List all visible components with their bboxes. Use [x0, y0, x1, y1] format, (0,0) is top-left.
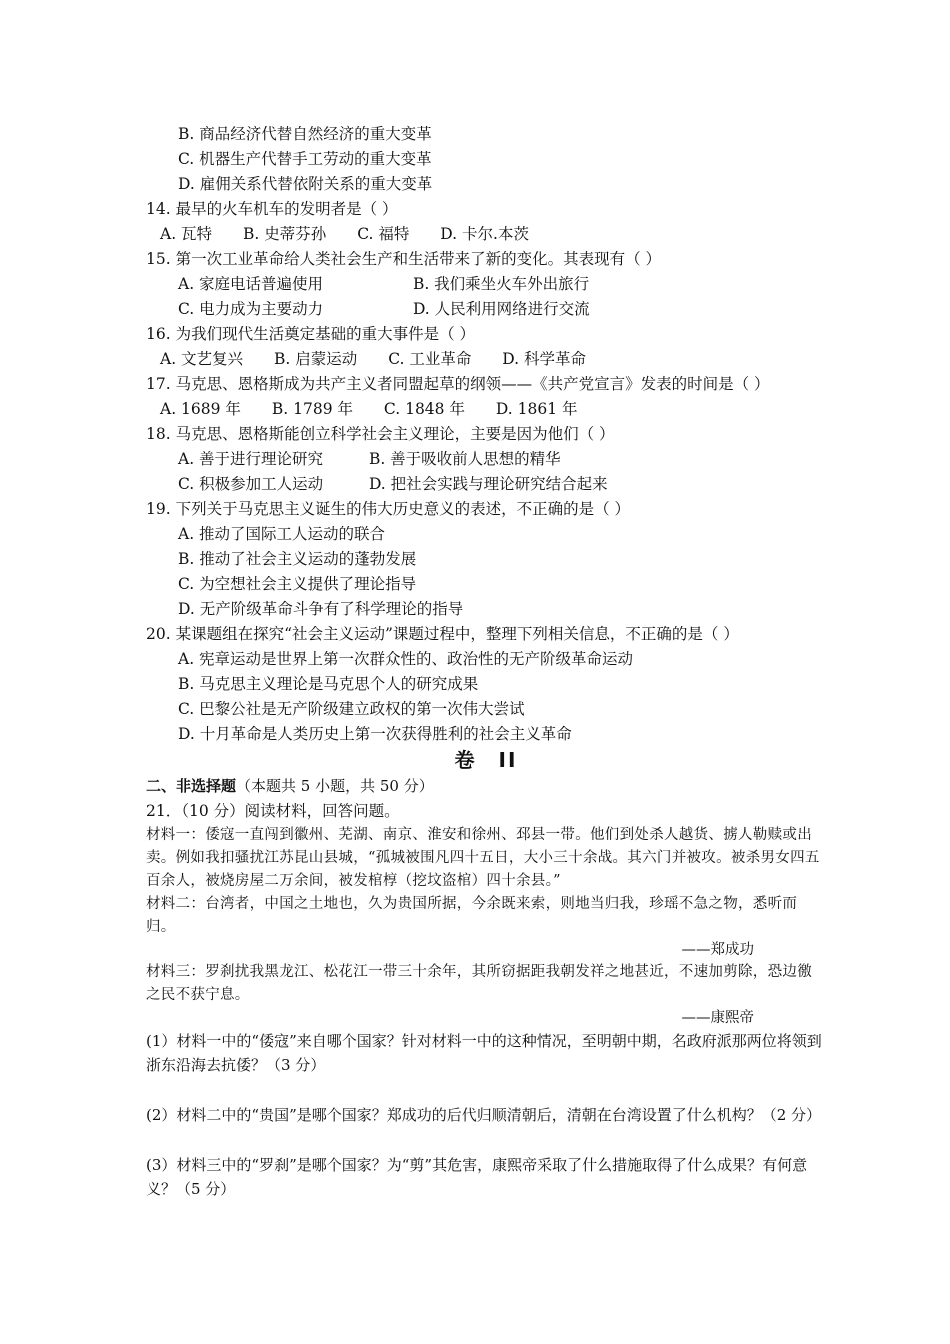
q18-option-a: A. 善于进行理论研究 — [178, 450, 324, 468]
q18-stem: 18. 马克思、恩格斯能创立科学社会主义理论，主要是因为他们（ ） — [146, 425, 615, 443]
sub-question-3: (3）材料三中的“罗刹”是哪个国家？为“剪”其危害，康熙帝采取了什么措施取得了什么成果？有何意义？（5 分） — [146, 1156, 808, 1198]
sub-question-2: (2）材料二中的“贵国”是哪个国家？郑成功的后代归顺清朝后，清朝在台湾设置了什么机构？（2 分） — [146, 1106, 822, 1124]
q14-option-c: C. 福特 — [357, 225, 410, 243]
q15-options-row2 — [146, 297, 826, 322]
material-three: 材料三：罗刹扰我黑龙江、松花江一带三十余年，其所窃据距我朝发祥之地甚近，不速加剪除，恐边徼之民不获宁息。 — [146, 964, 812, 1003]
q19-option-b: B. 推动了社会主义运动的蓬勃发展 — [178, 550, 417, 568]
material-two: 材料二：台湾者，中国之土地也，久为贵国所据，今余既来索，则地当归我，珍瑶不急之物，悉听而归。 — [146, 896, 798, 935]
q16-option-a: A. 文艺复兴 — [160, 350, 244, 368]
q14-options — [146, 222, 826, 247]
q17-option-c: C. 1848 年 — [383, 400, 465, 418]
q21-stem: 21．（10 分）阅读材料，回答问题。 — [146, 802, 400, 820]
q16-option-b: B. 启蒙运动 — [274, 350, 358, 368]
q17-option-b: B. 1789 年 — [271, 400, 353, 418]
section-note: （本题共 5 小题，共 50 分） — [236, 777, 434, 795]
material-two-source: ——郑成功 — [681, 942, 754, 958]
exam-page — [146, 122, 826, 1201]
q18-option-c: C. 积极参加工人运动 — [178, 475, 324, 493]
q19-option-a: A. 推动了国际工人运动的联合 — [178, 525, 386, 543]
q15-option-d: D. 人民利用网络进行交流 — [412, 300, 590, 318]
q19-option-d: D. 无产阶级革命斗争有了科学理论的指导 — [178, 600, 464, 618]
q20-stem: 20. 某课题组在探究“社会主义运动”课题过程中，整理下列相关信息，不正确的是（ ） — [146, 625, 739, 643]
q17-option-a: A. 1689 年 — [160, 400, 241, 418]
q18-option-b: B. 善于吸收前人思想的精华 — [368, 450, 561, 468]
q14-option-a: A. 瓦特 — [160, 225, 213, 243]
q16-option-c: C. 工业革命 — [388, 350, 472, 368]
q18-options-row2 — [146, 472, 826, 497]
q13-option-c: C. 机器生产代替手工劳动的重大变革 — [178, 150, 432, 168]
q18-options-row1 — [146, 447, 826, 472]
section-label: 二、非选择题 — [146, 777, 237, 795]
volume-title: 卷 II — [454, 748, 518, 772]
section-heading — [146, 774, 826, 799]
q16-option-d: D. 科学革命 — [502, 350, 587, 368]
q20-option-d: D. 十月革命是人类历史上第一次获得胜利的社会主义革命 — [178, 725, 572, 743]
q20-option-c: C. 巴黎公社是无产阶级建立政权的第一次伟大尝试 — [178, 700, 525, 718]
q19-stem: 19. 下列关于马克思主义诞生的伟大历史意义的表述，不正确的是（ ） — [146, 500, 631, 518]
q15-option-b: B. 我们乘坐火车外出旅行 — [412, 275, 590, 293]
q15-stem: 15. 第一次工业革命给人类社会生产和生活带来了新的变化。其表现有（ ） — [146, 250, 662, 268]
q13-option-d: D. 雇佣关系代替依附关系的重大变革 — [178, 175, 433, 193]
q14-stem: 14. 最早的火车机车的发明者是（ ） — [146, 200, 398, 218]
q15-option-c: C. 电力成为主要动力 — [178, 300, 324, 318]
material-one: 材料一：倭寇一直闯到徽州、芜湖、南京、淮安和徐州、邳县一带。他们到处杀人越货、掳人勒赎或出卖。例如我扣骚扰江苏昆山县城，“孤城被围凡四十五日，大小三十余战。其六门并被攻。被杀男女四五百余人，被烧房屋二万余间，被发棺椁（挖坟盗棺）四十余县。” — [146, 827, 820, 889]
q13-option-b: B. 商品经济代替自然经济的重大变革 — [178, 125, 432, 143]
q17-stem: 17. 马克思、恩格斯成为共产主义者同盟起草的纲领——《共产党宣言》发表的时间是（ ） — [146, 375, 770, 393]
q16-stem: 16. 为我们现代生活奠定基础的重大事件是（ ） — [146, 325, 476, 343]
q14-option-d: D. 卡尔.本茨 — [440, 225, 529, 243]
q16-options — [146, 347, 826, 372]
q20-option-b: B. 马克思主义理论是马克思个人的研究成果 — [178, 675, 479, 693]
q20-option-a: A. 宪章运动是世界上第一次群众性的、政治性的无产阶级革命运动 — [178, 650, 634, 668]
q15-option-a: A. 家庭电话普遍使用 — [178, 275, 324, 293]
material-three-source: ——康熙帝 — [681, 1010, 754, 1026]
q14-option-b: B. 史蒂芬孙 — [243, 225, 327, 243]
q17-options — [146, 397, 826, 422]
sub-question-1: (1）材料一中的“倭寇”来自哪个国家？针对材料一中的这种情况，至明朝中期，名政府派那两位将领到浙东沿海去抗倭？（3 分） — [146, 1032, 822, 1074]
q15-options-row1 — [146, 272, 826, 297]
q17-option-d: D. 1861 年 — [495, 400, 578, 418]
q18-option-d: D. 把社会实践与理论研究结合起来 — [368, 475, 608, 493]
q19-option-c: C. 为空想社会主义提供了理论指导 — [178, 575, 417, 593]
